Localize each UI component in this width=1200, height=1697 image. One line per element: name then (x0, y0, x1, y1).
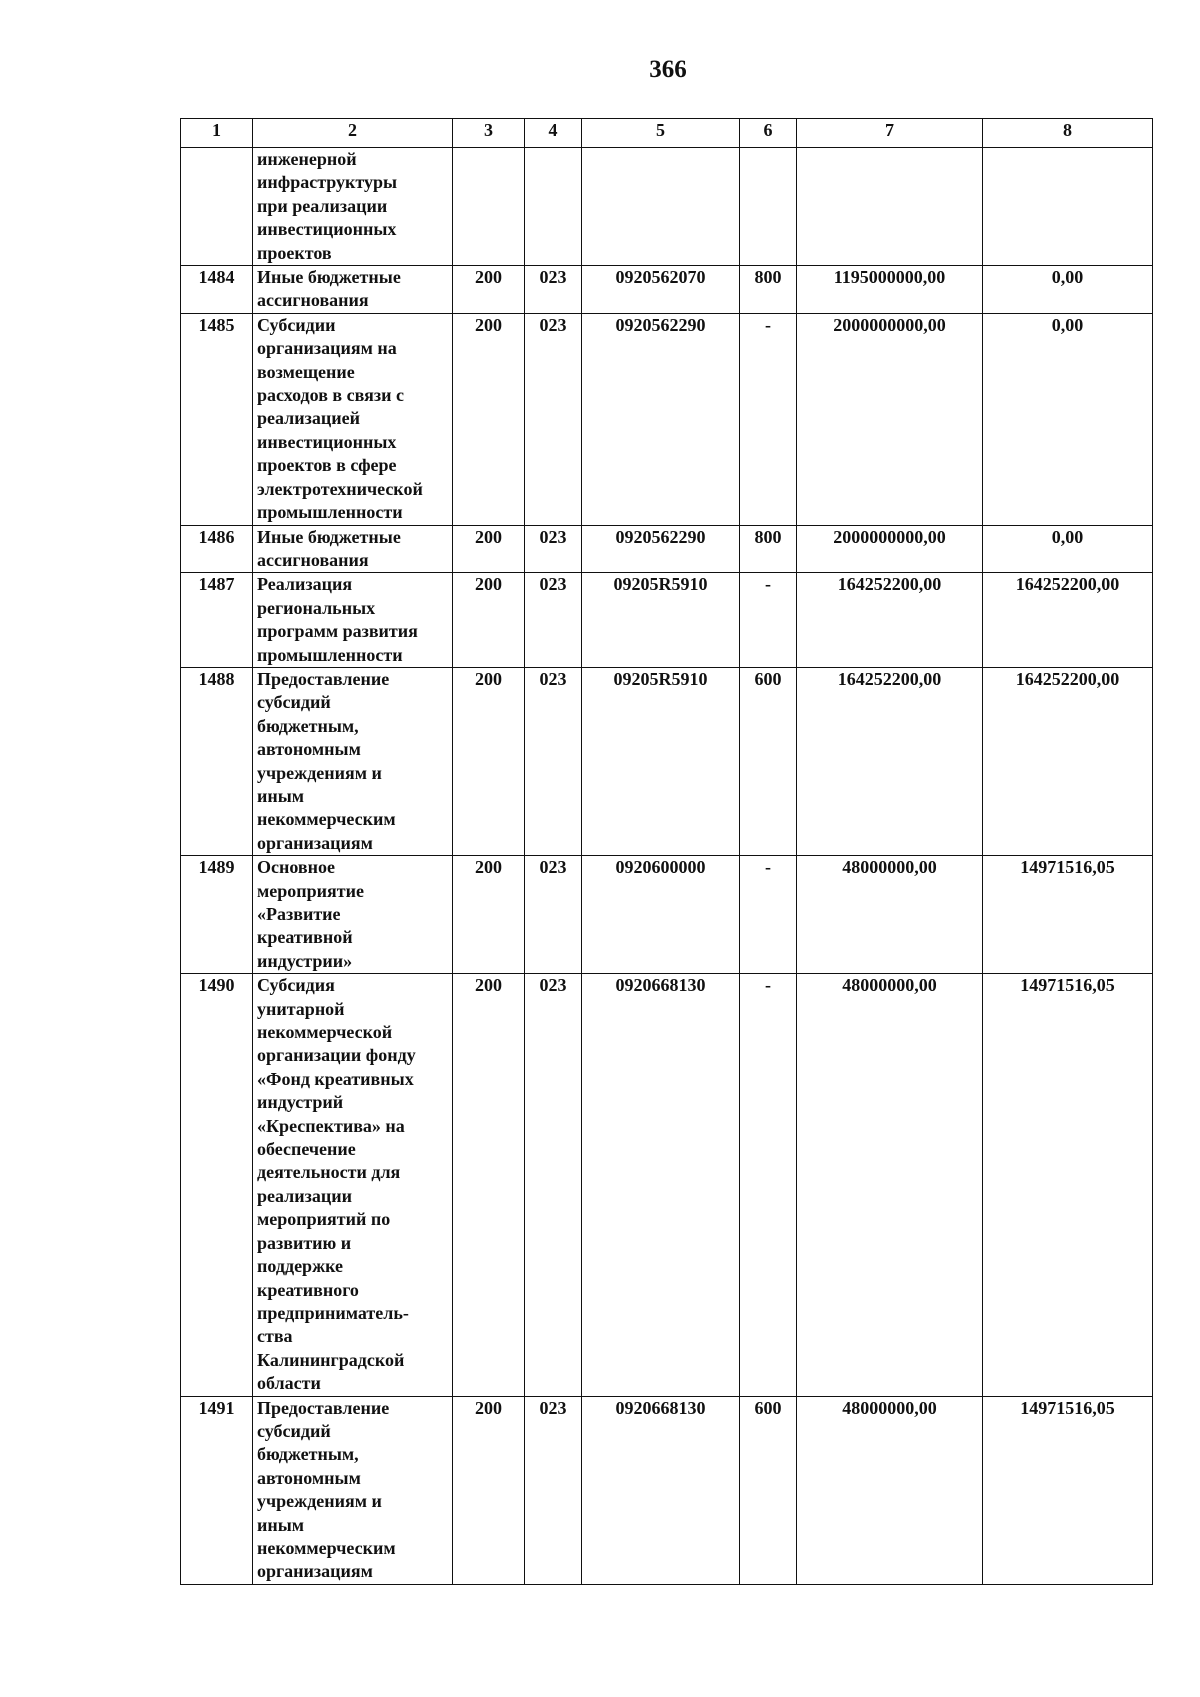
cell-number: 1487 (181, 573, 253, 668)
cell-number: 1485 (181, 313, 253, 525)
cell-col3: 200 (453, 667, 525, 855)
cell-name: Иные бюджетные ассигнования (253, 266, 453, 314)
cell-number: 1484 (181, 266, 253, 314)
cell-col5: 0920562290 (582, 525, 740, 573)
cell-col8: 14971516,05 (983, 974, 1153, 1396)
cell-col3: 200 (453, 266, 525, 314)
cell-col5: 0920668130 (582, 974, 740, 1396)
cell-col7: 164252200,00 (797, 667, 983, 855)
cell-col7: 2000000000,00 (797, 313, 983, 525)
column-header-8: 8 (983, 119, 1153, 148)
cell-col4: 023 (525, 974, 582, 1396)
cell-col5: 0920562070 (582, 266, 740, 314)
cell-col6: 800 (740, 525, 797, 573)
table-row (181, 313, 1153, 525)
cell-col7: 48000000,00 (797, 856, 983, 974)
column-header-4: 4 (525, 119, 582, 148)
cell-col4: 023 (525, 856, 582, 974)
cell-number: 1488 (181, 667, 253, 855)
table-row (181, 573, 1153, 668)
cell-number: 1490 (181, 974, 253, 1396)
cell-col6: - (740, 974, 797, 1396)
cell-col6: 800 (740, 266, 797, 314)
cell-col3: 200 (453, 974, 525, 1396)
table-row (181, 974, 1153, 1396)
cell-col4: 023 (525, 1396, 582, 1584)
cell-col6: - (740, 573, 797, 668)
cell-name: Реализация региональных программ развития промышленности (253, 573, 453, 668)
cell-col8: 0,00 (983, 313, 1153, 525)
cell-name: Предоставление субсидий бюджетным, автономным учреждениям и иным некоммерческим организациям (253, 1396, 453, 1584)
cell-col4: 023 (525, 573, 582, 668)
cell-number: 1489 (181, 856, 253, 974)
column-header-7: 7 (797, 119, 983, 148)
cell-col6: 600 (740, 1396, 797, 1584)
cell-col5: 09205R5910 (582, 667, 740, 855)
continuation-row (181, 148, 1153, 266)
cell-name: Основное мероприятие «Развитие креативной индустрии» (253, 856, 453, 974)
column-header-2: 2 (253, 119, 453, 148)
cell-col7: 2000000000,00 (797, 525, 983, 573)
table-row (181, 667, 1153, 855)
table-row (181, 525, 1153, 573)
column-header-3: 3 (453, 119, 525, 148)
cell-col4: 023 (525, 525, 582, 573)
cell-name: Субсидия унитарной некоммерческой организации фонду «Фонд креативных индустрий «Креспектива» на обеспечение деятельности для реализации мероприятий по развитию и поддержке креативного предприниматель- ства Калининградской области (253, 974, 453, 1396)
cell-col4 (525, 148, 582, 266)
cell-col7: 48000000,00 (797, 974, 983, 1396)
cell-col5: 0920600000 (582, 856, 740, 974)
cell-col8: 0,00 (983, 525, 1153, 573)
cell-number: 1486 (181, 525, 253, 573)
cell-col8: 164252200,00 (983, 573, 1153, 668)
cell-col6: - (740, 313, 797, 525)
cell-col4: 023 (525, 667, 582, 855)
cell-col6: - (740, 856, 797, 974)
cell-col8: 164252200,00 (983, 667, 1153, 855)
cell-col5: 09205R5910 (582, 573, 740, 668)
cell-col7 (797, 148, 983, 266)
cell-col3: 200 (453, 525, 525, 573)
column-header-1: 1 (181, 119, 253, 148)
cell-name: Субсидии организациям на возмещение расходов в связи с реализацией инвестиционных проектов в сфере электротехнической промышленности (253, 313, 453, 525)
column-header-6: 6 (740, 119, 797, 148)
cell-col4: 023 (525, 266, 582, 314)
cell-col8 (983, 148, 1153, 266)
table-row (181, 1396, 1153, 1584)
cell-col4: 023 (525, 313, 582, 525)
budget-table (180, 118, 1153, 1585)
table-row (181, 266, 1153, 314)
header-row (181, 119, 1153, 148)
cell-col3: 200 (453, 856, 525, 974)
cell-col3 (453, 148, 525, 266)
cell-col7: 164252200,00 (797, 573, 983, 668)
cell-col7: 1195000000,00 (797, 266, 983, 314)
cell-col6: 600 (740, 667, 797, 855)
cell-col5: 0920668130 (582, 1396, 740, 1584)
cell-name: инженерной инфраструктуры при реализации инвестиционных проектов (253, 148, 453, 266)
page-number: 366 (649, 56, 687, 83)
cell-number: 1491 (181, 1396, 253, 1584)
cell-name: Иные бюджетные ассигнования (253, 525, 453, 573)
cell-col8: 14971516,05 (983, 856, 1153, 974)
cell-number (181, 148, 253, 266)
table-row (181, 856, 1153, 974)
cell-col8: 0,00 (983, 266, 1153, 314)
column-header-5: 5 (582, 119, 740, 148)
cell-col6 (740, 148, 797, 266)
cell-name: Предоставление субсидий бюджетным, автономным учреждениям и иным некоммерческим организациям (253, 667, 453, 855)
cell-col5: 0920562290 (582, 313, 740, 525)
cell-col7: 48000000,00 (797, 1396, 983, 1584)
cell-col3: 200 (453, 1396, 525, 1584)
cell-col3: 200 (453, 313, 525, 525)
table-body (181, 148, 1153, 1585)
cell-col5 (582, 148, 740, 266)
cell-col3: 200 (453, 573, 525, 668)
cell-col8: 14971516,05 (983, 1396, 1153, 1584)
